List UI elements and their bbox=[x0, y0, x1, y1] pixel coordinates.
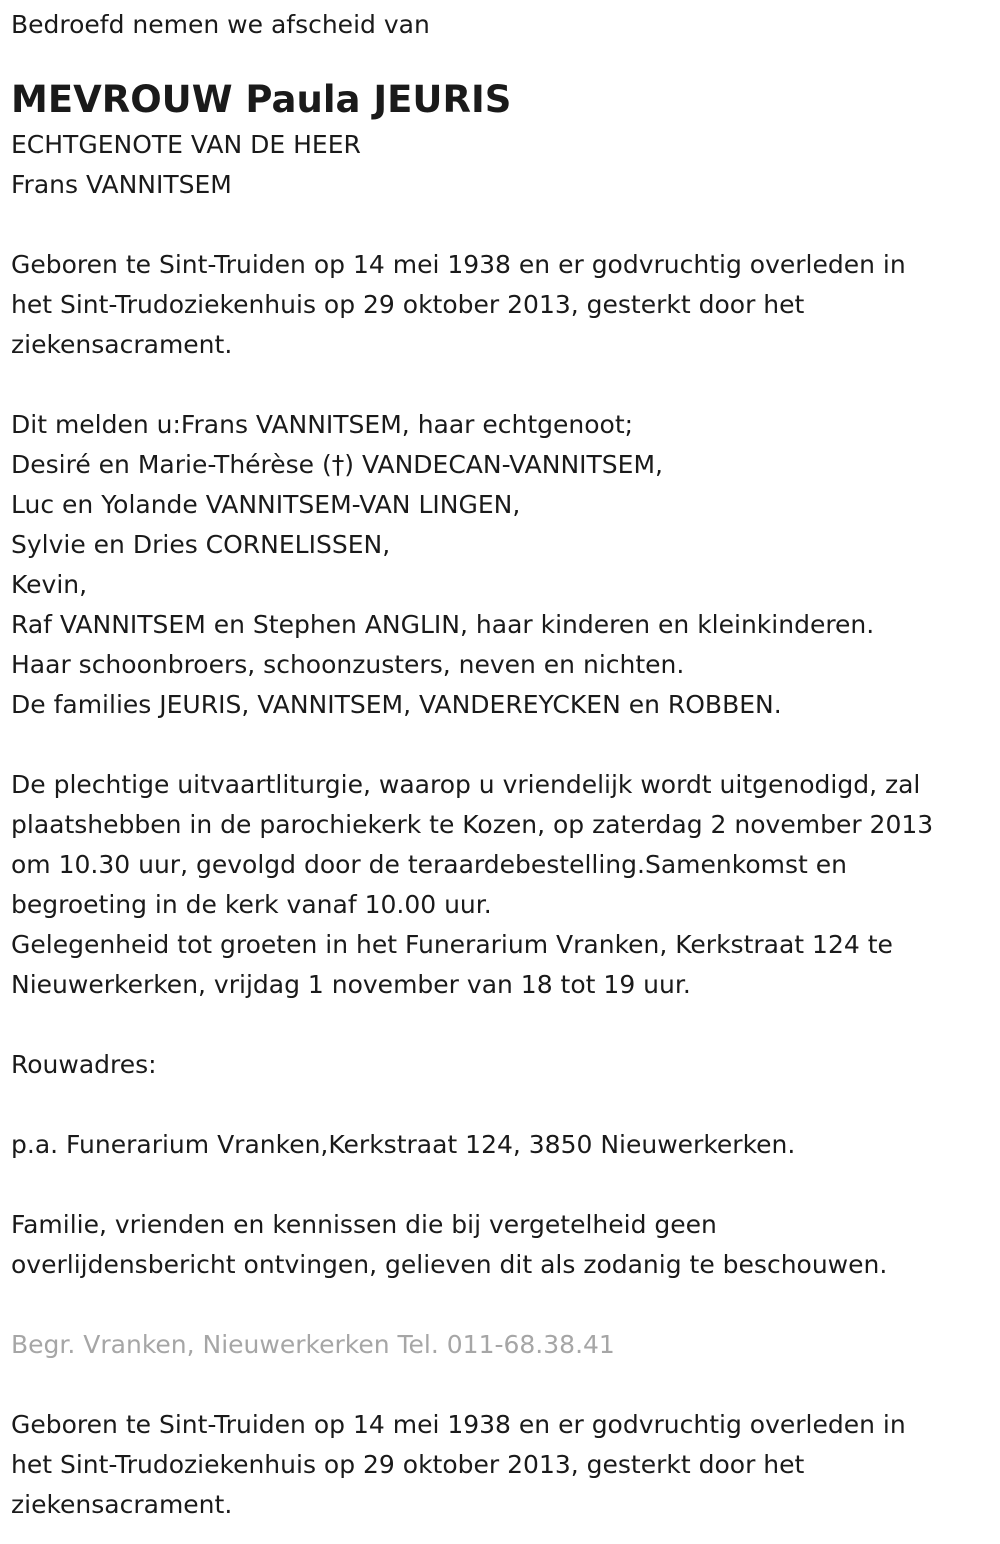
announcer-line: Raf VANNITSEM en Stephen ANGLIN, haar kinderen en kleinkinderen. bbox=[11, 610, 875, 639]
paragraph-line: Geboren te Sint-Truiden op 14 mei 1938 en er godvruchtig overleden in bbox=[11, 250, 906, 279]
paragraph-line: ziekensacrament. bbox=[11, 1490, 233, 1519]
paragraph-line: om 10.30 uur, gevolgd door de teraardebestelling.Samenkomst en bbox=[11, 850, 847, 879]
paragraph-line: het Sint-Trudoziekenhuis op 29 oktober 2013, gesterkt door het bbox=[11, 290, 805, 319]
paragraph-line: begroeting in de kerk vanaf 10.00 uur. bbox=[11, 890, 492, 919]
paragraph-line: het Sint-Trudoziekenhuis op 29 oktober 2013, gesterkt door het bbox=[11, 1450, 805, 1479]
funeral-paragraph bbox=[11, 765, 991, 1005]
relation-text: ECHTGENOTE VAN DE HEER bbox=[11, 130, 361, 159]
undertaker-info: Begr. Vranken, Nieuwerkerken Tel. 011-68.38.41 bbox=[11, 1330, 615, 1359]
announcers-list bbox=[11, 405, 991, 725]
paragraph-line: Familie, vrienden en kennissen die bij vergetelheid geen bbox=[11, 1210, 717, 1239]
paragraph-line: overlijdensbericht ontvingen, gelieven dit als zodanig te beschouwen. bbox=[11, 1250, 888, 1279]
paragraph-line: Gelegenheid tot groeten in het Funerarium Vranken, Kerkstraat 124 te bbox=[11, 930, 893, 959]
deceased-name: MEVROUW Paula JEURIS bbox=[11, 78, 512, 121]
birth-death-paragraph-repeat bbox=[11, 1405, 991, 1525]
spouse-name: Frans VANNITSEM bbox=[11, 170, 232, 199]
announcer-line: Luc en Yolande VANNITSEM-VAN LINGEN, bbox=[11, 490, 521, 519]
address-label: Rouwadres: bbox=[11, 1050, 157, 1079]
announcer-line: Kevin, bbox=[11, 570, 88, 599]
announcer-line: De families JEURIS, VANNITSEM, VANDEREYCKEN en ROBBEN. bbox=[11, 690, 782, 719]
mourning-address: p.a. Funerarium Vranken,Kerkstraat 124, 3850 Nieuwerkerken. bbox=[11, 1130, 796, 1159]
announcer-line: Sylvie en Dries CORNELISSEN, bbox=[11, 530, 391, 559]
paragraph-line: Nieuwerkerken, vrijdag 1 november van 18 tot 19 uur. bbox=[11, 970, 691, 999]
obituary-document bbox=[11, 0, 991, 1525]
notice-paragraph bbox=[11, 1205, 991, 1285]
paragraph-line: plaatshebben in de parochiekerk te Kozen, op zaterdag 2 november 2013 bbox=[11, 810, 934, 839]
intro-text: Bedroefd nemen we afscheid van bbox=[11, 10, 430, 39]
paragraph-line: ziekensacrament. bbox=[11, 330, 233, 359]
paragraph-line: De plechtige uitvaartliturgie, waarop u vriendelijk wordt uitgenodigd, zal bbox=[11, 770, 921, 799]
announcer-line: Haar schoonbroers, schoonzusters, neven en nichten. bbox=[11, 650, 685, 679]
announcer-line: Desiré en Marie-Thérèse (†) VANDECAN-VANNITSEM, bbox=[11, 450, 663, 479]
paragraph-line: Geboren te Sint-Truiden op 14 mei 1938 en er godvruchtig overleden in bbox=[11, 1410, 906, 1439]
birth-death-paragraph bbox=[11, 245, 991, 365]
announcer-line: Dit melden u:Frans VANNITSEM, haar echtgenoot; bbox=[11, 410, 634, 439]
